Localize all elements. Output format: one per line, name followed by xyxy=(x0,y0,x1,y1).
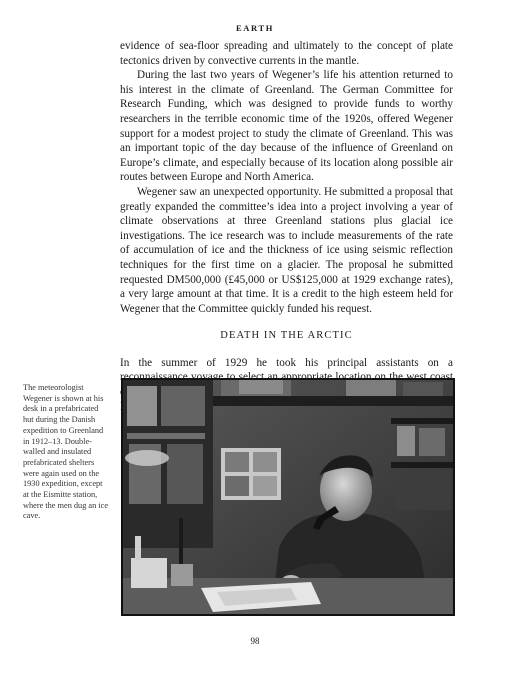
body-text xyxy=(120,39,453,414)
running-head: EARTH xyxy=(236,23,274,33)
wegener-at-desk-photo xyxy=(121,378,455,616)
section-heading: DEATH IN THE ARCTIC xyxy=(220,330,353,342)
photo-caption: The meteorologist Wegener is shown at his desk in a prefabricated hut during the Danish expedition to Greenland in 1912–13. Double-walled and insulated prefabricated shelters were again used on the 1930 expedition, except at the Eismitte station, where the men dug an ice cave. xyxy=(23,383,109,521)
page-number: 98 xyxy=(250,636,260,646)
paragraph-3: Wegener saw an unexpected opportunity. He submitted a proposal that greatly expanded the committee’s idea into a project involving a year of climate observations at three Greenland stations plus glacial ice investigations. The ice research was to include measurements of the rate of accumulation of ice and the thickness of ice using seismic reflection techniques for the first time on a glacier. The proposal he submitted requested DM500,000 (£45,000 or US$125,000 at 1929 exchange rates), a very large amount at that time. It is a credit to the high esteem held for Wegener that the Committee quickly funded his request. xyxy=(120,185,453,315)
paragraph-4: In the summer of 1929 he took his principal assistants on a xyxy=(120,356,453,369)
paragraph-2: During the last two years of Wegener’s life his attention returned to his interest in the climate of Greenland. The German Committee for Research Funding, which was designed to provide funds to worthy researchers in the terrible economic time of the 1920s, offered Wegener support for a modest project to study the climate of Greenland. This was an important topic of the day because of the influence of Greenland on Europe’s climate, and especially because of its location along possible air routes between Europe and North America. xyxy=(120,69,453,184)
paragraph-1: evidence of sea-floor spreading and ultimately to the concept of plate tectonics driven by convective currents in the mantle. xyxy=(120,40,453,67)
